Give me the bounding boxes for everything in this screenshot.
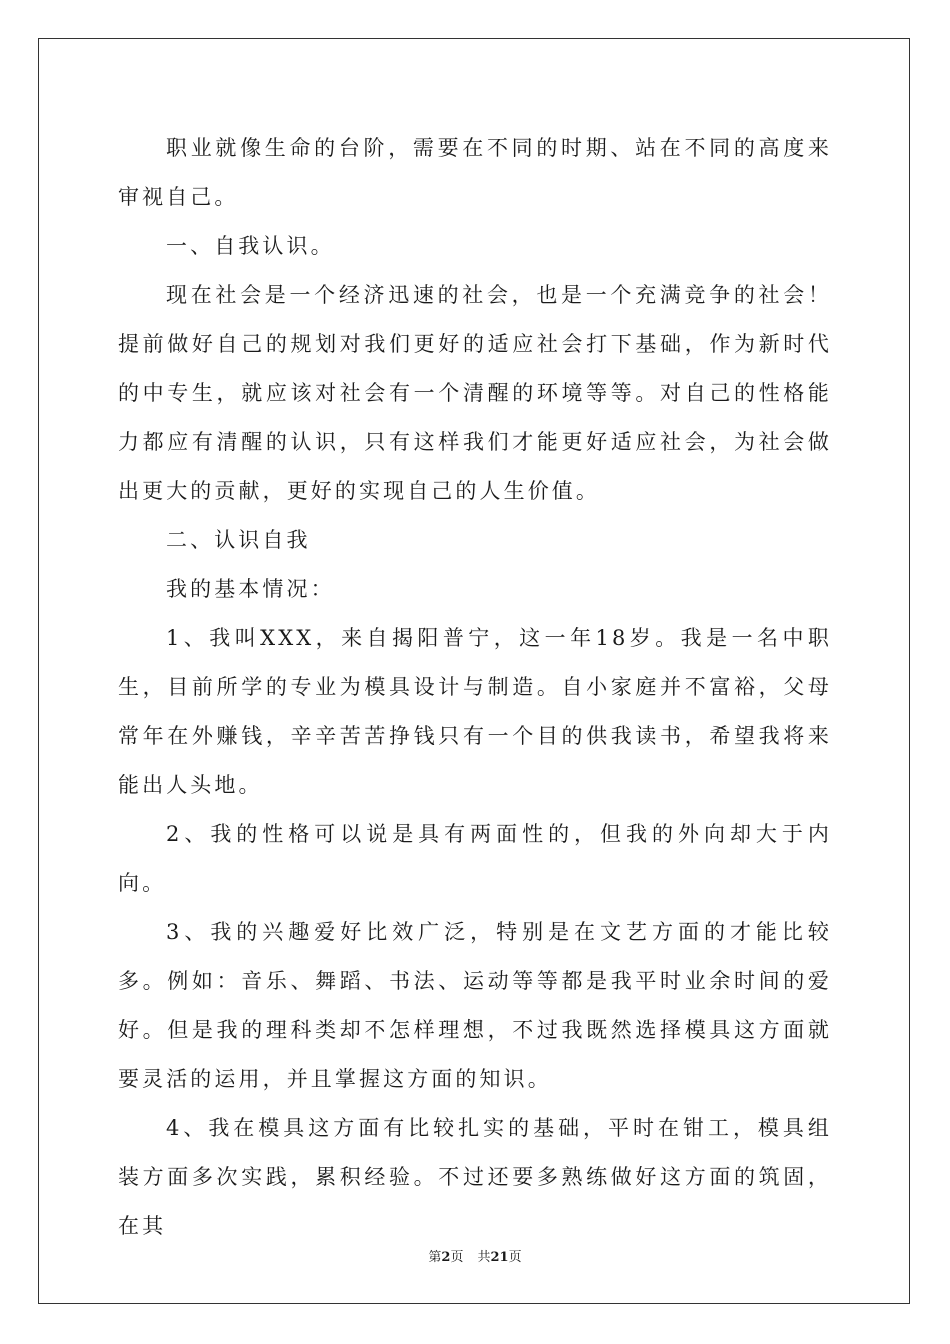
paragraph: 3、我的兴趣爱好比效广泛，特别是在文艺方面的才能比较多。例如：音乐、舞蹈、书法、运动等等都是我平时业余时间的爱好。但是我的理科类却不怎样理想，不过我既然选择模具这方面就要灵活的运用，并且掌握这方面的知识。 bbox=[118, 920, 832, 1091]
paragraph: 4、我在模具这方面有比较扎实的基础，平时在钳工，模具组装方面多次实践，累积经验。不过还要多熟练做好这方面的筑固，在其 bbox=[118, 1116, 832, 1238]
paragraph: 我的基本情况： bbox=[166, 577, 335, 601]
total-pages: 21 bbox=[490, 1250, 509, 1265]
page-suffix: 页 bbox=[450, 1250, 464, 1265]
paragraph: 2、我的性格可以说是具有两面性的，但我的外向却大于内向。 bbox=[118, 822, 832, 895]
document-body bbox=[118, 124, 832, 1251]
total-prefix: 共 bbox=[477, 1250, 491, 1265]
total-suffix: 页 bbox=[508, 1250, 522, 1265]
paragraph: 现在社会是一个经济迅速的社会，也是一个充满竞争的社会！提前做好自己的规划对我们更好的适应社会打下基础，作为新时代的中专生，就应该对社会有一个清醒的环境等等。对自己的性格能力都应有清醒的认识，只有这样我们才能更好适应社会，为社会做出更大的贡献，更好的实现自己的人生价值。 bbox=[118, 283, 832, 503]
page-number: 2 bbox=[441, 1250, 451, 1265]
paragraph: 1、我叫XXX，来自揭阳普宁，这一年18岁。我是一名中职生，目前所学的专业为模具设计与制造。自小家庭并不富裕，父母常年在外赚钱，辛辛苦苦挣钱只有一个目的供我读书，希望我将来能出人头地。 bbox=[118, 626, 832, 797]
page-footer bbox=[0, 1246, 950, 1265]
section-heading: 一、自我认识。 bbox=[166, 234, 335, 258]
page-prefix: 第 bbox=[428, 1250, 442, 1265]
paragraph: 职业就像生命的台阶，需要在不同的时期、站在不同的高度来审视自己。 bbox=[118, 136, 832, 209]
section-heading: 二、认识自我 bbox=[166, 528, 311, 552]
